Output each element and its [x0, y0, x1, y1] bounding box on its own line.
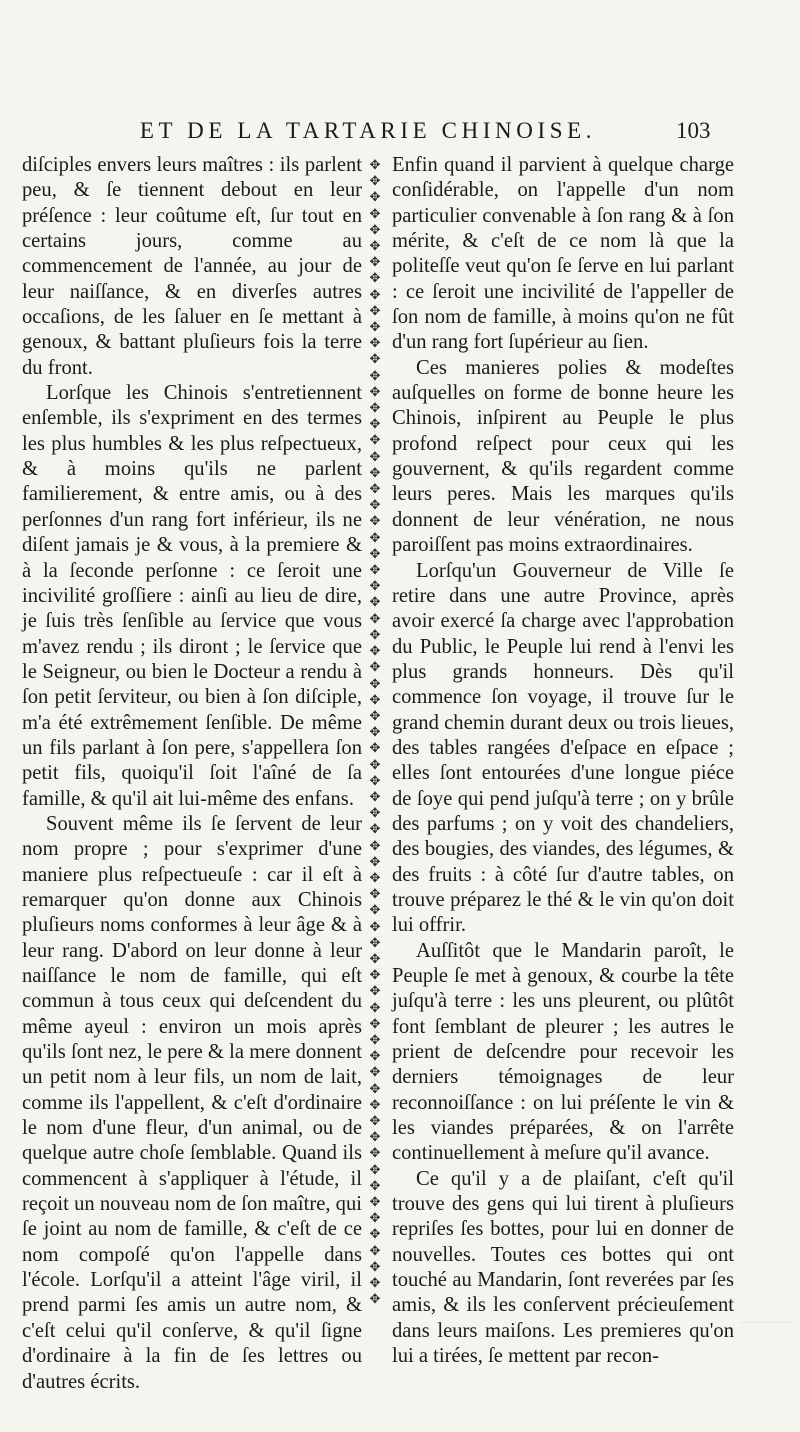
- divider-ornament-icon: ✥: [369, 1276, 381, 1292]
- divider-ornament-icon: ✥: [369, 417, 381, 433]
- divider-ornament-icon: ✥: [369, 1065, 381, 1081]
- divider-ornament-icon: ✥: [369, 935, 381, 951]
- divider-ornament-icon: ✥: [369, 644, 381, 660]
- divider-ornament-icon: ✥: [369, 611, 381, 627]
- divider-ornament-icon: ✥: [369, 1000, 381, 1016]
- divider-ornament-icon: ✥: [369, 725, 381, 741]
- left-paragraph-1: diſciples envers leurs maîtres : ils parlent peu, & ſe tiennent debout en leur préſence : leur coûtume eſt, ſur tout en certains jours, comme au commencement de l'année, au jour de leur naiſſance, & en diverſes autres occaſions, de les ſaluer en ſe mettant à genoux, & battant pluſieurs fois la terre du front.: [22, 154, 362, 379]
- divider-ornament-icon: ✥: [369, 968, 381, 984]
- right-paragraph-1: Enfin quand il parvient à quelque charge conſidérable, on l'appelle d'un nom particulier convenable à ſon rang & à ſon mérite, & c'eſt de ce nom là que la politeſſe veut qu'on ſe ſerve en lui parlant : ce ſeroit une incivilité de l'appeller de ſon nom de famille, à moins qu'on ne fût d'un rang fort ſupérieur au ſien.: [392, 154, 734, 354]
- divider-ornament-icon: ✥: [369, 255, 381, 271]
- divider-ornament-icon: ✥: [369, 870, 381, 886]
- divider-ornament-icon: ✥: [369, 595, 381, 611]
- divider-ornament-icon: ✥: [369, 206, 381, 222]
- divider-ornament-icon: ✥: [369, 838, 381, 854]
- divider-ornament-icon: ✥: [369, 806, 381, 822]
- divider-ornament-icon: ✥: [369, 854, 381, 870]
- divider-ornament-icon: ✥: [369, 222, 381, 238]
- divider-ornament-icon: ✥: [369, 741, 381, 757]
- divider-ornament-icon: ✥: [369, 1130, 381, 1146]
- divider-ornament-icon: ✥: [369, 627, 381, 643]
- right-paragraph-4: Auſſitôt que le Mandarin paroît, le Peuple ſe met à genoux, & courbe la tête juſqu'à terre : les uns pleurent, ou plûtôt font ſemblant de pleurer ; les autres le prient de deſcendre pour recevoir les derniers témoignages de leur reconnoiſſance : on lui préſente le vin & les viandes préparées, & on l'arrête continuellement à meſure qu'il avance.: [392, 939, 734, 1165]
- divider-ornament-icon: ✥: [369, 1211, 381, 1227]
- right-paragraph-3: Lorſqu'un Gouverneur de Ville ſe retire dans une autre Province, après avoir exercé ſa charge avec l'approbation du Public, le Peuple lui rend à l'envi les plus grands honneurs. Dès qu'il commence ſon voyage, il trouve ſur le grand chemin durant deux ou trois lieues, des tables rangées d'eſpace en eſpace ; elles ſont entourées d'une longue piéce de ſoye qui pend juſqu'à terre ; on y brûle des parfums ; on y voit des chandeliers, des bougies, des viandes, des légumes, & des fruits : à côté ſur d'autre tables, on trouve préparez le thé & le vin qu'on doit lui offrir.: [392, 559, 734, 937]
- divider-ornament-icon: ✥: [369, 384, 381, 400]
- running-head: [0, 112, 800, 152]
- divider-ornament-icon: ✥: [369, 1178, 381, 1194]
- divider-ornament-icon: ✥: [369, 465, 381, 481]
- divider-ornament-icon: ✥: [369, 320, 381, 336]
- right-paragraph-2: Ces manieres polies & modeſtes auſquelles on forme de bonne heure les Chinois, inſpirent au Peuple le plus profond reſpect pour ceux qui les gouvernent, & qu'ils regardent comme leurs peres. Mais les marques qu'ils donnent de leur vénération, ne nous paroiſſent pas moins extraordinaires.: [392, 356, 734, 557]
- divider-ornament-icon: ✥: [369, 482, 381, 498]
- divider-ornament-icon: ✥: [369, 692, 381, 708]
- divider-ornament-icon: ✥: [369, 822, 381, 838]
- divider-ornament-icon: ✥: [369, 1146, 381, 1162]
- divider-ornament-icon: ✥: [369, 563, 381, 579]
- divider-ornament-icon: ✥: [369, 190, 381, 206]
- divider-ornament-icon: ✥: [369, 773, 381, 789]
- divider-ornament-icon: ✥: [369, 433, 381, 449]
- divider-ornament-icon: ✥: [369, 579, 381, 595]
- divider-ornament-icon: ✥: [369, 239, 381, 255]
- divider-ornament-icon: ✥: [369, 449, 381, 465]
- divider-ornament-icon: ✥: [369, 1032, 381, 1048]
- divider-ornament-icon: ✥: [369, 336, 381, 352]
- divider-ornament-icon: ✥: [369, 1227, 381, 1243]
- divider-ornament-icon: ✥: [369, 1113, 381, 1129]
- divider-ornament-icon: ✥: [369, 368, 381, 384]
- divider-ornament-icon: ✥: [369, 1016, 381, 1032]
- left-paragraph-2: Lorſque les Chinois s'entretiennent enſemble, ils s'expriment en des termes les plus humbles & les plus reſpectueux, & à moins qu'ils ne parlent familierement, & entre amis, ou à des perſonnes d'un rang fort inférieur, ils ne diſent jamais je & vous, à la premiere & à la ſeconde perſonne : ce ſeroit une incivilité groſſiere : ainſi au lieu de dire, je ſuis très ſenſible au ſervice que vous m'avez rendu ; ils diront ; le ſervice que le Seigneur, ou bien le Docteur a rendu à ſon petit ſerviteur, ou bien à ſon diſciple, m'a été extrêmement ſenſible. De même un fils parlant à ſon pere, s'appellera ſon petit fils, quoiqu'il ſoit l'aîné de ſa famille, & qu'il ait lui-même des enfans.: [22, 382, 362, 810]
- divider-ornament-icon: ✥: [369, 514, 381, 530]
- divider-ornament-icon: ✥: [369, 1097, 381, 1113]
- running-title: ET DE LA TARTARIE CHINOISE.: [139, 118, 597, 143]
- bleed-through-mark: [740, 1322, 790, 1335]
- divider-ornament-icon: ✥: [369, 887, 381, 903]
- divider-ornament-icon: ✥: [369, 401, 381, 417]
- divider-ornament-icon: ✥: [369, 287, 381, 303]
- divider-ornament-icon: ✥: [369, 1195, 381, 1210]
- left-column: [22, 153, 362, 1393]
- divider-ornament-icon: ✥: [369, 303, 381, 319]
- divider-ornament-icon: ✥: [369, 530, 381, 546]
- divider-ornament-icon: ✥: [369, 1259, 381, 1275]
- divider-ornament-icon: ✥: [369, 676, 381, 692]
- divider-ornament-icon: ✥: [369, 903, 381, 919]
- divider-ornament-icon: ✥: [369, 1292, 381, 1308]
- ornamental-column-divider: [364, 158, 386, 1318]
- left-paragraph-3: Souvent même ils ſe ſervent de leur nom propre ; pour s'exprimer d'une maniere plus reſpectueuſe : car il eſt à remarquer qu'on donne aux Chinois pluſieurs noms conformes à leur âge & à leur rang. D'abord on leur donne à leur naiſſance le nom de famille, qui eſt commun à tous ceux qui deſcendent du même ayeul : environ un mois après qu'ils ſont nez, le pere & la mere donnent un petit nom à leur fils, un nom de lait, comme ils l'appellent, & c'eſt d'ordinaire le nom d'une fleur, d'un animal, ou de quelque autre choſe ſemblable. Quand ils commencent à s'appliquer à l'étude, il reçoit un nouveau nom de ſon maître, qui ſe joint au nom de famille, & c'eſt de ce nom compoſé qu'on l'appelle dans l'école. Lorſqu'il a atteint l'âge viril, il prend parmi ſes amis un autre nom, & c'eſt celui qu'il conſerve, & qu'il ſigne d'ordinaire à la fin de ſes lettres ou d'autres écrits.: [22, 812, 362, 1393]
- divider-ornament-icon: ✥: [369, 174, 381, 190]
- divider-ornament-icon: ✥: [369, 951, 381, 967]
- divider-ornament-icon: ✥: [369, 757, 381, 773]
- divider-ornament-icon: ✥: [369, 352, 381, 368]
- divider-ornament-icon: ✥: [369, 1081, 381, 1097]
- divider-ornament-icon: ✥: [369, 271, 381, 287]
- divider-ornament-icon: ✥: [369, 1243, 381, 1259]
- divider-ornament-icon: ✥: [369, 158, 381, 173]
- divider-ornament-icon: ✥: [369, 546, 381, 562]
- divider-ornament-icon: ✥: [369, 498, 381, 514]
- divider-ornament-icon: ✥: [369, 789, 381, 805]
- divider-ornament-icon: ✥: [369, 984, 381, 1000]
- right-paragraph-5: Ce qu'il y a de plaiſant, c'eſt qu'il trouve des gens qui lui tirent à pluſieurs repriſes ſes bottes, pour lui en donner de nouvelles. Toutes ces bottes qui ont touché au Mandarin, ſont reverées par ſes amis, & ils les conſervent précieuſement dans leurs maiſons. Les premieres qu'on lui a tirées, ſe mettent par recon-: [392, 1167, 734, 1368]
- divider-ornament-icon: ✥: [369, 708, 381, 724]
- divider-ornament-icon: ✥: [369, 660, 381, 676]
- page-number: 103: [676, 118, 711, 143]
- divider-ornament-icon: ✥: [369, 1162, 381, 1178]
- divider-ornament-icon: ✥: [369, 919, 381, 935]
- divider-ornament-icon: ✥: [369, 1049, 381, 1065]
- right-column: [392, 153, 734, 1368]
